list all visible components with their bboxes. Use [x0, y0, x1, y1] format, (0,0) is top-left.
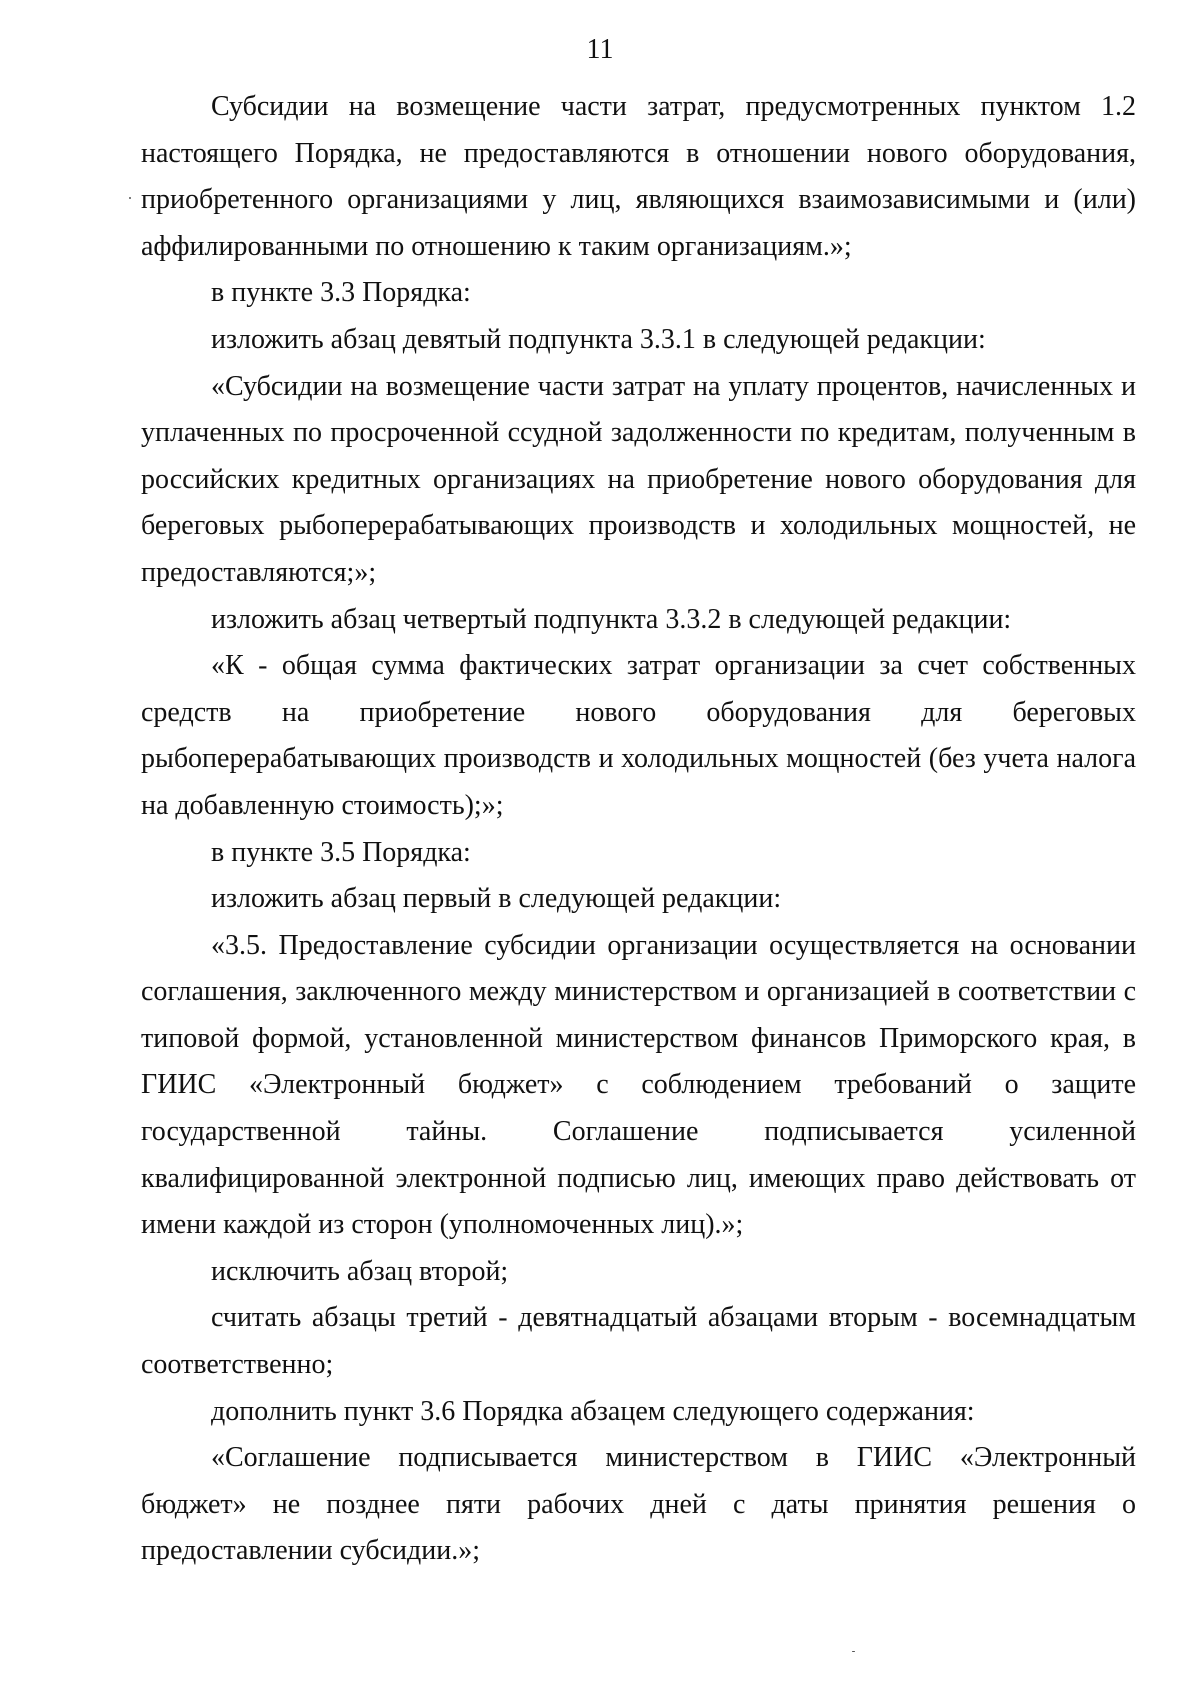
paragraph-supplement-3-6: дополнить пункт 3.6 Порядка абзацем следующего содержания: — [211, 1395, 975, 1427]
paragraph-amend-3-5-first: изложить абзац первый в следующей редакции: — [211, 883, 782, 915]
scan-speck — [852, 1651, 855, 1652]
paragraph-amend-3-3-1: изложить абзац девятый подпункта 3.3.1 в следующей редакции: — [211, 323, 986, 355]
paragraph-quote-3-6: «Соглашение подписывается министерством в ГИИС «Электронный бюджет» не позднее пяти рабочих дней с даты принятия решения о предоставлении субсидии.»; — [141, 1442, 1136, 1567]
paragraph-point-3-5: в пункте 3.5 Порядка: — [211, 836, 471, 868]
paragraph-exclude-second: исключить абзац второй; — [211, 1255, 509, 1287]
scan-speck — [129, 197, 131, 199]
paragraph-quote-3-3-2: «К - общая сумма фактических затрат организации за счет собственных средств на приобретение нового оборудования для береговых рыбоперерабатывающих производств и холодильных мощностей (без учета налога на добавленную стоимость);»; — [141, 650, 1136, 821]
paragraph-amend-3-3-2: изложить абзац четвертый подпункта 3.3.2 в следующей редакции: — [211, 603, 1012, 635]
document-body — [141, 84, 1136, 1575]
page-number: 11 — [586, 34, 614, 65]
paragraph-renumber: считать абзацы третий - девятнадцатый абзацами вторым - восемнадцатым соответственно; — [141, 1302, 1136, 1381]
paragraph-quote-3-3-1: «Субсидии на возмещение части затрат на уплату процентов, начисленных и уплаченных по просроченной ссудной задолженности по кредитам, полученным в российских кредитных организациях на приобретение нового оборудования для береговых рыбоперерабатывающих производств и холодильных мощностей, не предоставляются;»; — [141, 370, 1136, 588]
paragraph-quote-3-5: «3.5. Предоставление субсидии организации осуществляется на основании соглашения, заключенного между министерством и организацией в соответствии с типовой формой, установленной министерством финансов Приморского края, в ГИИС «Электронный бюджет» с соблюдением требований о защите государственной тайны. Соглашение подписывается усиленной квалифицированной электронной подписью лиц, имеющих право действовать от имени каждой из сторон (уполномоченных лиц).»; — [141, 929, 1136, 1241]
paragraph-subsidy-exclusion: Субсидии на возмещение части затрат, предусмотренных пунктом 1.2 настоящего Порядка, не предоставляются в отношении нового оборудования, приобретенного организациями у лиц, являющихся взаимозависимыми и (или) аффилированными по отношению к таким организациям.»; — [141, 91, 1136, 262]
paragraph-point-3-3: в пункте 3.3 Порядка: — [211, 277, 471, 309]
